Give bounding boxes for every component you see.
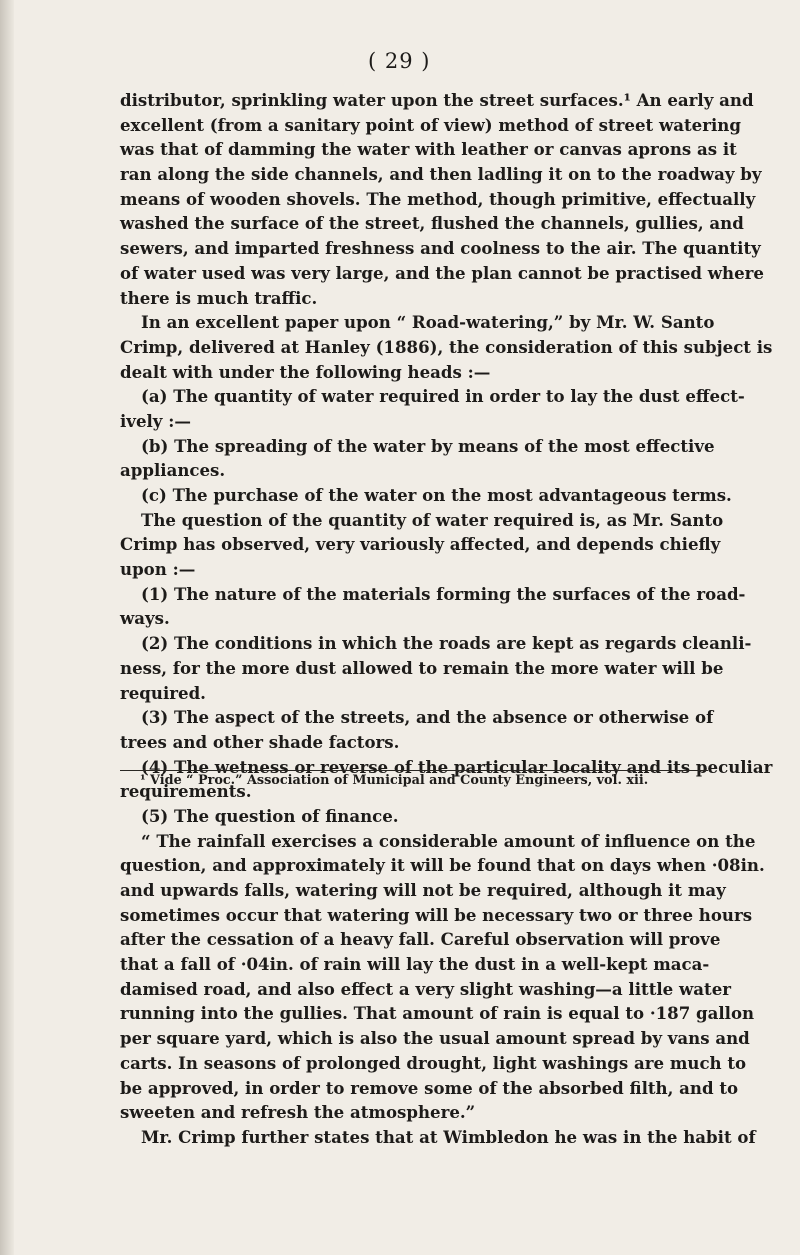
- text-line: there is much traffic.: [120, 287, 318, 308]
- text-line: (2) The conditions in which the roads are kept as regards cleanli-: [141, 633, 752, 654]
- body-text: [120, 88, 773, 1150]
- text-line: question, and approximately it will be found that on days when ·08in.: [120, 855, 765, 876]
- text-line: trees and other shade factors.: [120, 731, 400, 752]
- text-line: per square yard, which is also the usual amount spread by vans and: [120, 1028, 750, 1049]
- book-binding-shadow: [0, 0, 14, 1255]
- text-line: running into the gullies. That amount of rain is equal to ·187 gallon: [120, 1003, 755, 1024]
- text-line: (1) The nature of the materials forming the surfaces of the road-: [141, 583, 746, 604]
- text-line: be approved, in order to remove some of the absorbed filth, and to: [120, 1077, 739, 1098]
- text-line: means of wooden shovels. The method, though primitive, effectually: [120, 188, 756, 209]
- text-line: of water used was very large, and the plan cannot be practised where: [120, 262, 764, 283]
- text-line: ively :—: [120, 410, 191, 431]
- text-line: Crimp, delivered at Hanley (1886), the consideration of this subject is: [120, 336, 773, 357]
- text-line: Crimp has observed, very variously affected, and depends chiefly: [120, 534, 721, 555]
- text-line: “ The rainfall exercises a considerable amount of influence on the: [141, 830, 756, 851]
- text-line: after the cessation of a heavy fall. Careful observation will prove: [120, 929, 721, 950]
- text-line: washed the surface of the street, flushed the channels, gullies, and: [120, 213, 744, 234]
- text-line: The question of the quantity of water required is, as Mr. Santo: [141, 509, 724, 530]
- text-line: appliances.: [120, 460, 226, 481]
- text-line: sewers, and imparted freshness and coolness to the air. The quantity: [120, 238, 761, 259]
- text-line: (3) The aspect of the streets, and the absence or otherwise of: [141, 707, 714, 728]
- text-line: excellent (from a sanitary point of view) method of street watering: [120, 114, 741, 135]
- text-line: damised road, and also effect a very slight washing—a little water: [120, 978, 731, 999]
- text-line: requirements.: [120, 781, 252, 802]
- text-line: (5) The question of finance.: [141, 805, 399, 826]
- text-line: distributor, sprinkling water upon the street surfaces.¹ An early and: [120, 90, 754, 110]
- page-number: ( 29 ): [368, 49, 431, 73]
- footnote: ¹ Vide “ Proc.” Association of Municipal and County Engineers, vol. xii.: [140, 773, 649, 788]
- text-line: required.: [120, 682, 206, 703]
- text-line: and upwards falls, watering will not be required, although it may: [120, 880, 726, 900]
- text-line: upon :—: [120, 559, 196, 580]
- text-line: (c) The purchase of the water on the most advantageous terms.: [141, 485, 732, 505]
- text-line: (b) The spreading of the water by means of the most effective: [141, 435, 715, 456]
- text-line: carts. In seasons of prolonged drought, light washings are much to: [120, 1052, 747, 1073]
- text-line: ran along the side channels, and then ladling it on to the roadway by: [120, 164, 762, 185]
- text-line: ness, for the more dust allowed to remain the more water will be: [120, 657, 724, 678]
- text-line: ways.: [120, 608, 170, 629]
- text-line: sweeten and refresh the atmosphere.”: [120, 1102, 476, 1123]
- text-line: (a) The quantity of water required in order to lay the dust effect-: [141, 386, 745, 407]
- text-line: dealt with under the following heads :—: [120, 361, 491, 382]
- text-line: was that of damming the water with leather or canvas aprons as it: [120, 139, 737, 160]
- text-line: (4) The wetness or reverse of the particular locality and its peculiar: [141, 756, 773, 777]
- text-line: In an excellent paper upon “ Road-watering,” by Mr. W. Santo: [141, 312, 715, 333]
- text-line: Mr. Crimp further states that at Wimbledon he was in the habit of: [141, 1126, 756, 1147]
- footnote-rule: [120, 770, 708, 771]
- text-line: sometimes occur that watering will be necessary two or three hours: [120, 904, 753, 925]
- text-line: that a fall of ·04in. of rain will lay the dust in a well-kept maca-: [120, 954, 710, 975]
